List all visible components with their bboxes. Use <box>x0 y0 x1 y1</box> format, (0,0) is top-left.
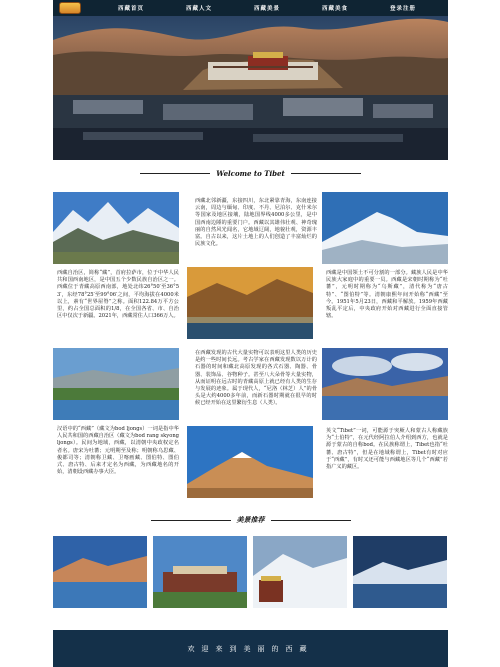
page <box>53 0 448 667</box>
top-nav-bar <box>53 0 448 16</box>
text-region-overview: 西藏自治区，简称“藏”，首府拉萨市，位于中华人民共和国西南地区，是中国五个少数民族自治区之一。西藏位于青藏高原西南部，地处北纬26°50′至36°53′，东经78°25′至99°06′之间，平均海拔在4000米以上，素有“世界屋脊”之称。面积122.84万平方公里，约占全国总面积的1/8，在全国各省、市、自治区中仅次于新疆。2021年，西藏常住人口366万人。 <box>57 270 179 320</box>
gallery-rule-left <box>151 520 231 521</box>
text-history: 西藏是中国领土不可分割的一部分。藏族人民是中华民族大家庭中的重要一员。西藏是宋朝时期称为“吐蕃”，元明时期称为“乌斯藏”，清代称为“唐古特”、“图伯特”等。清朝康熙年间开始称“西藏”至今。1951年5月23日，西藏和平解放。1959年西藏叛乱平定后，中央政府开始对西藏进行全面直接管辖。 <box>326 270 448 320</box>
gallery-photo-1[interactable] <box>53 536 147 608</box>
site-logo[interactable] <box>59 2 81 14</box>
footer <box>53 630 448 667</box>
nav-item-home[interactable]: 西藏首页 <box>117 6 144 12</box>
hero-image-potala-palace <box>53 0 448 160</box>
welcome-heading <box>53 167 448 179</box>
text-english-name: 英文“Tibet”一词，可能源于突厥人和蒙古人称藏族为“土伯特”，在元代经阿拉伯人介绍到西方，也就是源于蒙古的自称bod。在民族称谓上，Tibet也指“吐蕃、唐古特”，但是在地域称谓上，Tibet有时对应于“西藏”，有时又还可能与西藏地区等几个“西藏”若指广义的藏区。 <box>326 428 448 471</box>
gallery-photo-2[interactable] <box>153 536 247 608</box>
nav-item-scenery[interactable]: 西藏美景 <box>253 6 280 12</box>
nav-item-food[interactable]: 西藏美食 <box>321 6 348 12</box>
text-geography: 西藏北邻新疆，东接四川，东北紧靠青海，东南连接云南，周边与缅甸、印度、不丹、尼泊尔、克什米尔等国家及地区接壤，陆地国界线4000多公里，是中国西南边陲的重要门户。西藏以其雄伟壮观、神奇瑰丽的自然风光闻名，它地域辽阔，地貌壮观，资源丰富。自古以来，这片土地上的人们创造了丰富灿烂的民族文化。 <box>195 198 317 248</box>
heading-rule-left <box>140 173 210 174</box>
heading-rule-right <box>291 173 361 174</box>
gallery-heading <box>53 514 448 526</box>
gallery-rule-right <box>271 520 351 521</box>
nav-item-login-register[interactable]: 登录注册 <box>389 6 416 12</box>
welcome-title: Welcome to Tibet <box>216 168 285 178</box>
nav-item-culture[interactable]: 西藏人文 <box>185 6 212 12</box>
gallery-photo-3[interactable] <box>253 536 347 608</box>
footer-text: 欢迎来到美丽的西藏 <box>187 644 314 653</box>
photo-lake-green <box>53 348 179 420</box>
photo-lake-clouds <box>322 348 448 420</box>
text-archaeology: 在西藏发现的古代大量实物可以表明这里人类的历史是约一些时间长远。考古学家在西藏发现数以万计的石器的时间和藏北高原发现的各式石器、陶器、骨器、装饰品、谷物种子。甚至八大朵骨等大量实物，从而证明在远古时的青藏高原上就已经有人类的生存与发展的迹象。属于现代人，“尼洛（林芝）人”的骨头是大约4000多年前，而新石器时期就在很早的时候已经开始在这里繁衍生息（人类）。 <box>195 350 317 407</box>
gallery-title: 美景推荐 <box>236 515 265 524</box>
text-chinese-name: 汉语中的“西藏”（藏文为bod ljongs）一词是指中华人民共和国的西藏自治区（藏文为bod rang skyong ljongs）。民间为地域，西藏，以清朝中央政权定名者名。唐宋为吐蕃；元明期至及称；明朝称乌思藏、俊都司等；清朝称卫藏、卫喀画藏、图伯特、图伯式、唐古特、后来才定名为西藏，为西藏地名的开始，清朝设西藏办事大臣。 <box>57 426 179 476</box>
photo-lake-sunset <box>187 267 313 339</box>
photo-blue-sky-peak <box>322 192 448 264</box>
photo-snow-mountains-clouds <box>53 192 179 264</box>
gallery-photo-4[interactable] <box>353 536 447 608</box>
photo-desert-mountain <box>187 426 313 498</box>
hero-illustration <box>53 0 448 160</box>
